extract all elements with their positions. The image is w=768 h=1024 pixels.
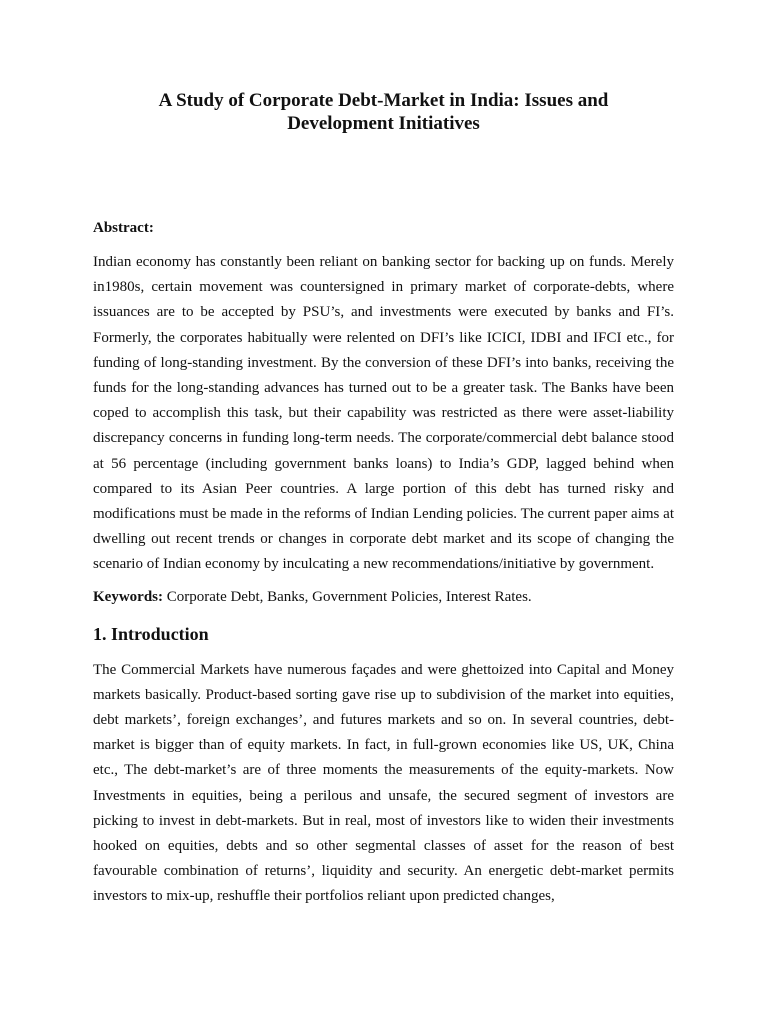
introduction-paragraph: The Commercial Markets have numerous façades and were ghettoized into Capital and Money markets basically. Product-based sorting gave rise up to subdivision of the market into equities, debt markets’, foreign exchanges’, and futures markets and so on. In several countries, debt-market is bigger than of equity markets. In fact, in full-grown economies like US, UK, China etc., The debt-market’s are of three moments the measurements of the equity-markets. Now Investments in equities, being a perilous and unsafe, the secured segment of investors are picking to invest in debt-markets. But in real, most of investors like to widen their investments hooked on equities, debts and so other segmental classes of asset for the reason of best favourable combination of returns’, liquidity and security. An energetic debt-market permits investors to mix-up, reshuffle their portfolios reliant upon predicted changes, <box>93 661 674 905</box>
document-title <box>93 89 674 135</box>
keywords-label: Keywords: <box>93 588 163 605</box>
title-line-2: Development Initiatives <box>287 113 480 134</box>
keywords-line <box>93 587 674 607</box>
document-page <box>93 0 674 910</box>
keywords-text: Corporate Debt, Banks, Government Policies, Interest Rates. <box>163 588 532 605</box>
abstract-heading: Abstract: <box>93 220 154 236</box>
section-heading-introduction: 1. Introduction <box>93 623 209 644</box>
title-line-1: A Study of Corporate Debt-Market in India: Issues and <box>158 90 609 111</box>
abstract-paragraph: Indian economy has constantly been reliant on banking sector for backing up on funds. Merely in1980s, certain movement was countersigned in primary market of corporate-debts, where issuances are to be accepted by PSU’s, and investments were executed by banks and FI’s. Formerly, the corporates habitually were relented on DFI’s like ICICI, IDBI and IFCI etc., for funding of long-standing investment. By the conversion of these DFI’s into banks, receiving the funds for the long-standing advances has turned out to be a greater task. The Banks have been coped to accomplish this task, but their capability was restricted as there were asset-liability discrepancy concerns in funding long-term needs. The corporate/commercial debt balance stood at 56 percentage (including government banks loans) to India’s GDP, lagged behind when compared to its Asian Peer countries. A large portion of this debt has turned risky and modifications must be made in the reforms of Indian Lending policies. The current paper aims at dwelling out recent trends or changes in corporate debt market and its scope of changing the scenario of Indian economy by inculcating a new recommendations/initiative by government. <box>93 254 674 573</box>
